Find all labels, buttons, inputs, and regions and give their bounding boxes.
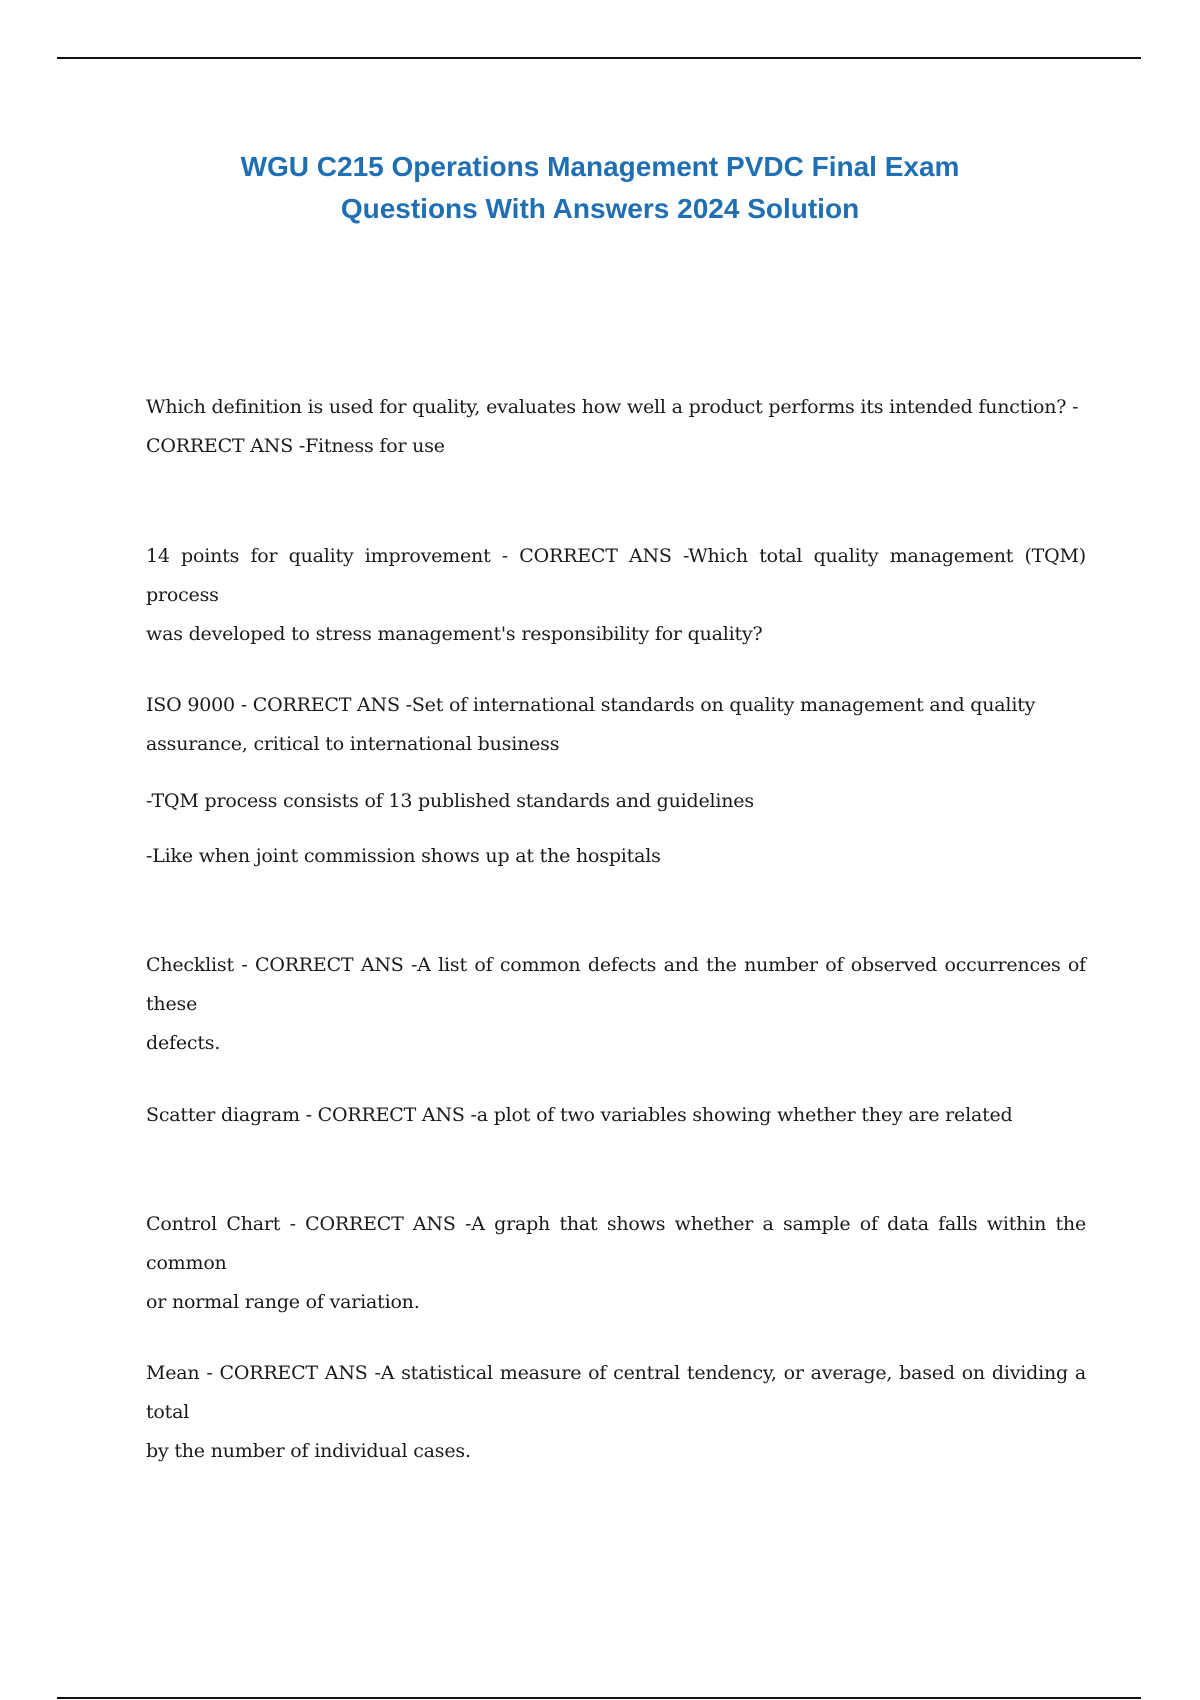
qa-entry-mean bbox=[146, 1354, 1086, 1471]
entry-line: Checklist - CORRECT ANS -A list of common defects and the number of observed occurrences of these bbox=[146, 954, 1086, 1015]
entry-line: by the number of individual cases. bbox=[146, 1440, 471, 1462]
entry-line: Control Chart - CORRECT ANS -A graph that shows whether a sample of data falls within the common bbox=[146, 1213, 1086, 1274]
qa-entry-14-points bbox=[146, 537, 1086, 654]
qa-note-joint-commission: -Like when joint commission shows up at the hospitals bbox=[146, 845, 661, 867]
entry-line: was developed to stress management's responsibility for quality? bbox=[146, 623, 763, 645]
entry-line: 14 points for quality improvement - CORRECT ANS -Which total quality management (TQM) process bbox=[146, 545, 1086, 606]
qa-entry-checklist bbox=[146, 946, 1086, 1063]
qa-entry-scatter-diagram bbox=[146, 1096, 1086, 1135]
entry-line: Scatter diagram - CORRECT ANS -a plot of two variables showing whether they are related bbox=[146, 1104, 1013, 1126]
footer-rule bbox=[57, 1697, 1141, 1699]
qa-note-tqm-standards: -TQM process consists of 13 published standards and guidelines bbox=[146, 790, 754, 812]
entry-line: assurance, critical to international business bbox=[146, 733, 560, 755]
header-rule bbox=[57, 57, 1141, 59]
qa-entry-fitness-for-use bbox=[146, 388, 1086, 466]
entry-line: Which definition is used for quality, evaluates how well a product performs its intended function? - bbox=[146, 396, 1079, 418]
qa-entry-iso-9000 bbox=[146, 686, 1086, 764]
entry-line: CORRECT ANS -Fitness for use bbox=[146, 435, 445, 457]
page-title bbox=[150, 146, 1050, 230]
entry-line: defects. bbox=[146, 1032, 221, 1054]
page-title-line-2: Questions With Answers 2024 Solution bbox=[340, 193, 860, 224]
qa-entry-control-chart bbox=[146, 1205, 1086, 1322]
entry-line: Mean - CORRECT ANS -A statistical measure of central tendency, or average, based on dividing a total bbox=[146, 1362, 1086, 1423]
page-title-line-1: WGU C215 Operations Management PVDC Final Exam bbox=[240, 151, 960, 182]
entry-line: ISO 9000 - CORRECT ANS -Set of international standards on quality management and quality bbox=[146, 694, 1036, 716]
entry-line: or normal range of variation. bbox=[146, 1291, 420, 1313]
